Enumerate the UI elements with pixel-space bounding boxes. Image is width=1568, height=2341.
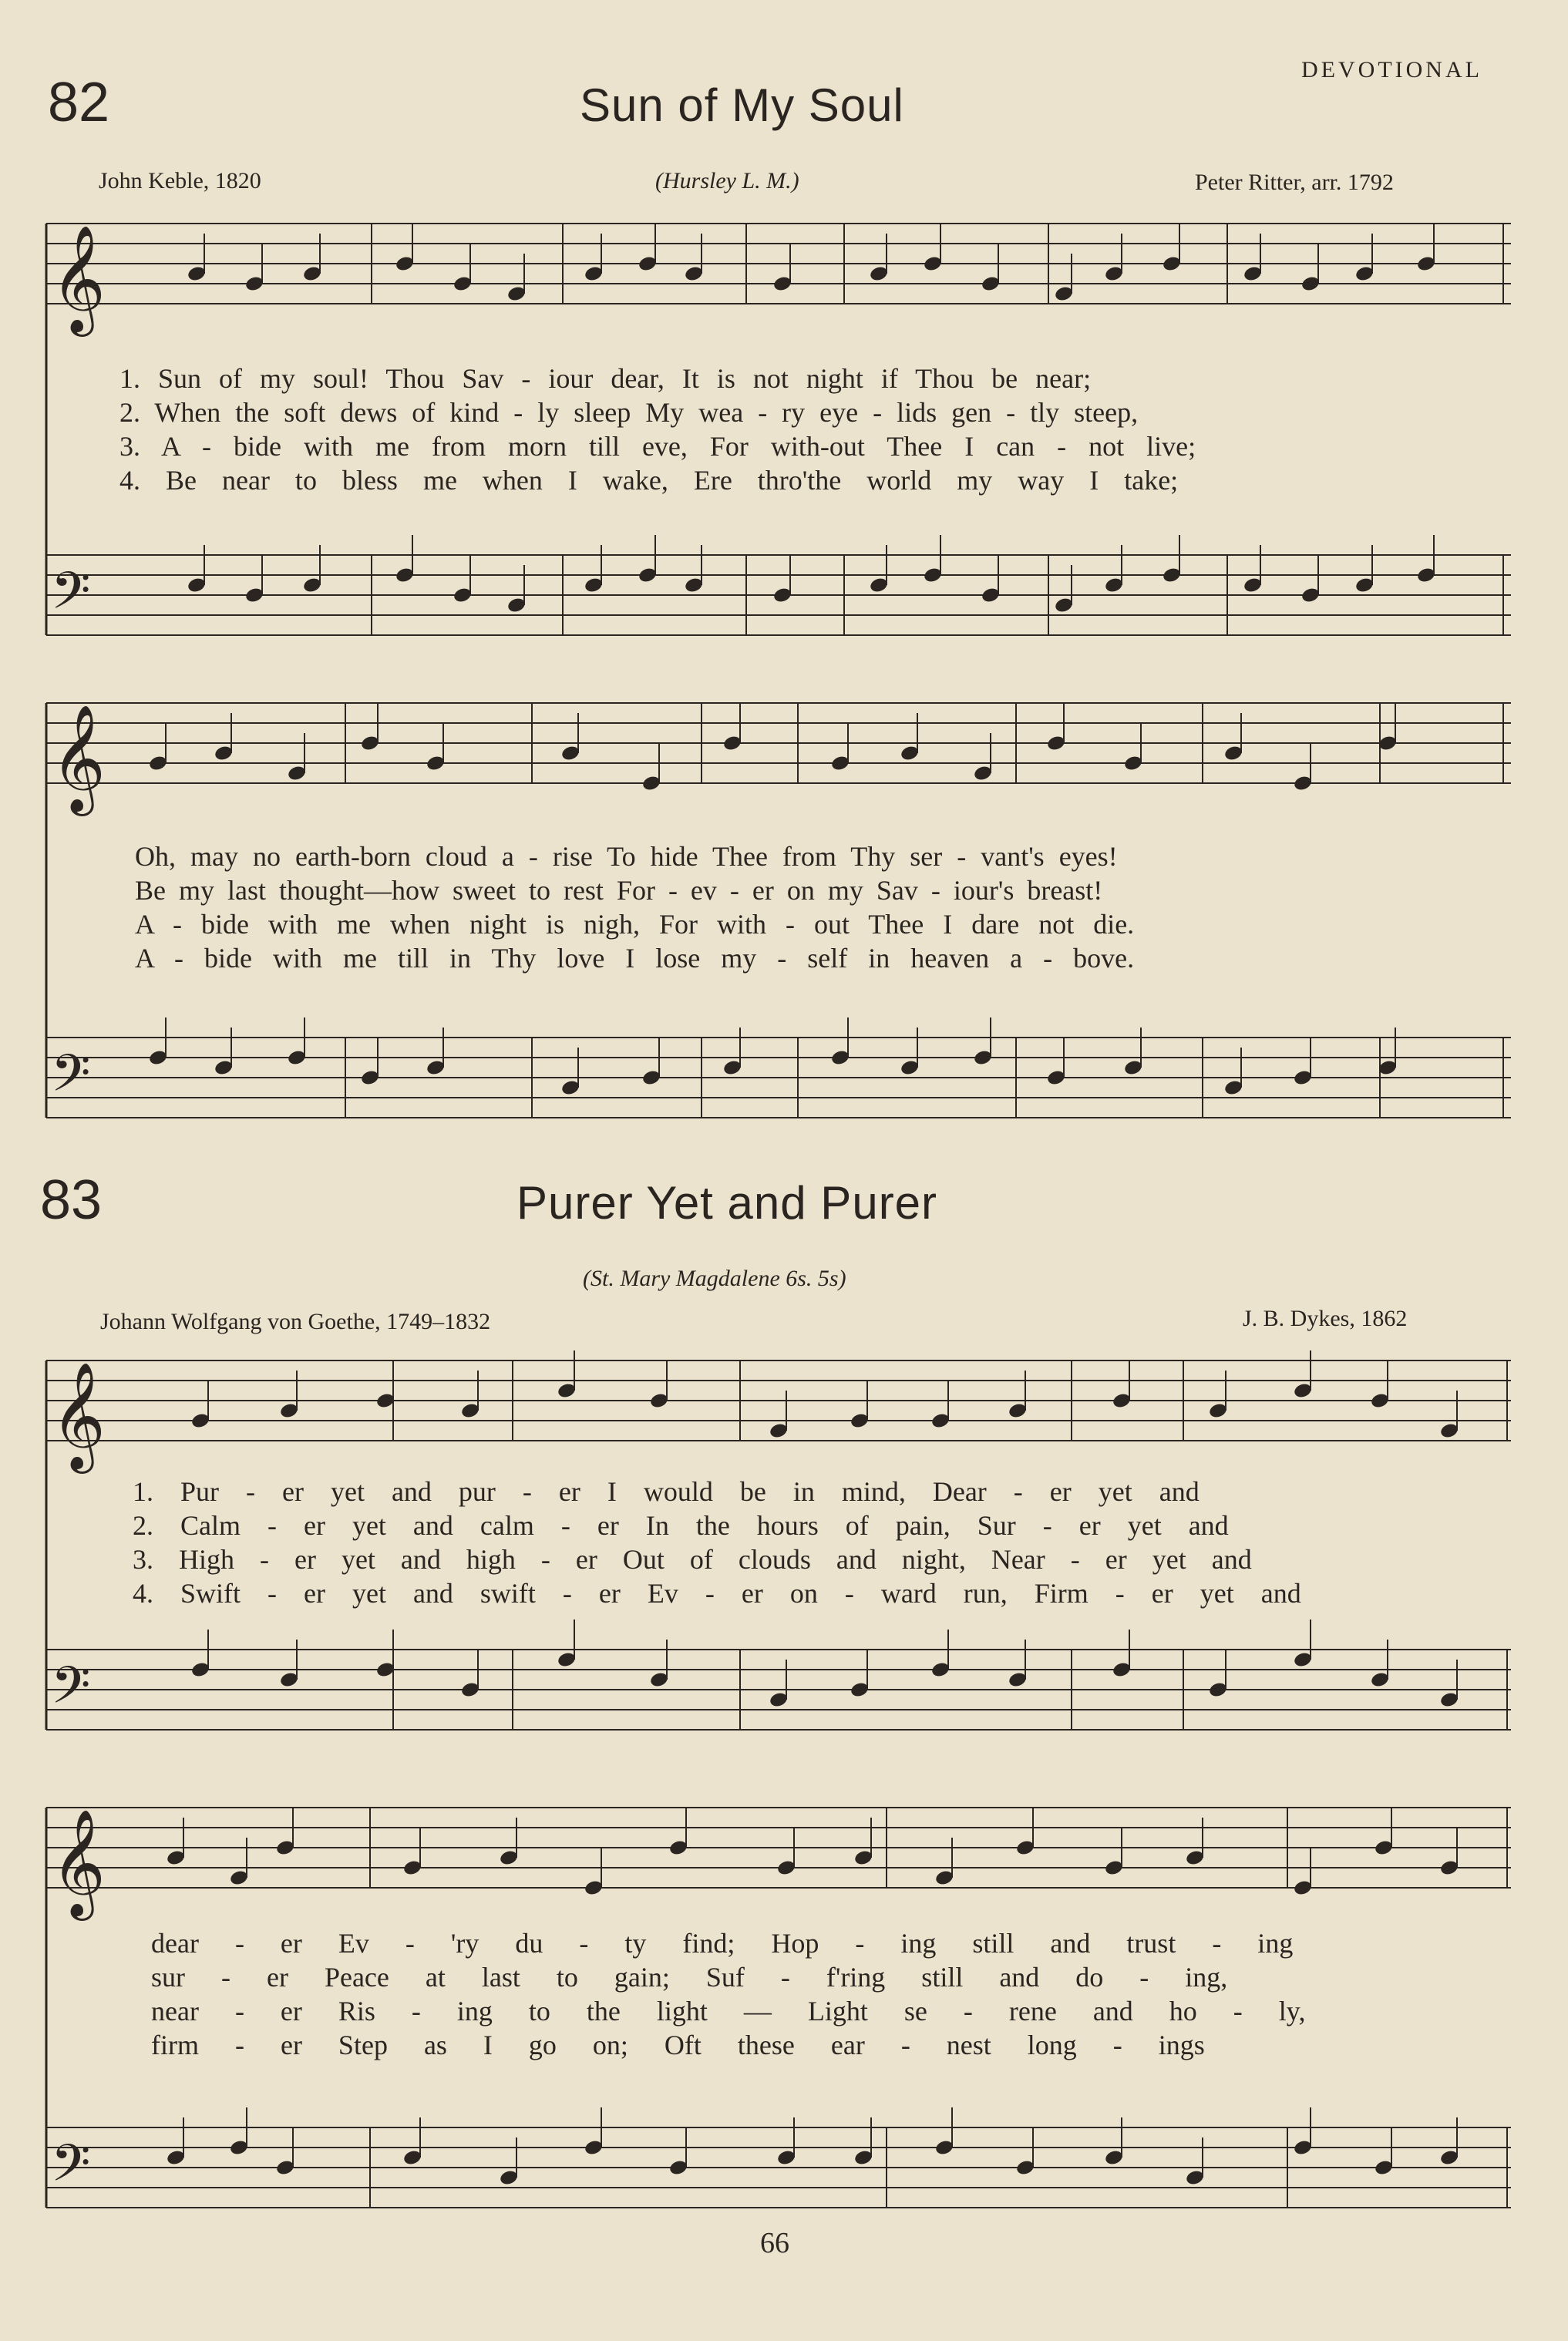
hymn-author: Johann Wolfgang von Goethe, 1749–1832 (100, 1309, 491, 1334)
lyric-line: 2. Calm - er yet and calm - er In the hours of pain, Sur - er yet and (133, 1510, 1229, 1541)
hymn-tune: (Hursley L. M.) (655, 168, 799, 193)
hymn-composer: J. B. Dykes, 1862 (1243, 1306, 1408, 1331)
bass-clef-icon: 𝄢 (51, 1044, 91, 1115)
lyric-line: dear - er Ev - 'ry du - ty find; Hop - ing still and trust - ing (151, 1928, 1294, 1959)
hymn-number: 83 (40, 1169, 103, 1231)
lyric-line: 3. High - er yet and high - er Out of clouds and night, Near - er yet and (133, 1544, 1252, 1575)
lyric-line: firm - er Step as I go on; Oft these ear - nest long - ings (151, 2030, 1205, 2060)
lyric-line: 3. A - bide with me from morn till eve, For with-out Thee I can - not live; (119, 431, 1196, 462)
lyric-line: sur - er Peace at last to gain; Suf - f'ring still and do - ing, (151, 1962, 1228, 1993)
lyric-line: 4. Swift - er yet and swift - er Ev - er on - ward run, Firm - er yet and (133, 1578, 1301, 1609)
page-number: 66 (760, 2227, 789, 2259)
hymn-title: Purer Yet and Purer (516, 1177, 938, 1229)
lyric-line: 1. Sun of my soul! Thou Sav - iour dear, It is not night if Thou be near; (119, 363, 1092, 394)
hymn-number: 82 (48, 72, 110, 133)
hymn-tune: (St. Mary Magdalene 6s. 5s) (583, 1266, 846, 1291)
treble-clef-icon: 𝄞 (51, 1809, 106, 1916)
hymn-title: Sun of My Soul (580, 79, 904, 131)
lyric-line: 4. Be near to bless me when I wake, Ere thro'the world my way I take; (119, 465, 1179, 496)
lyric-line: 2. When the soft dews of kind - ly sleep My wea - ry eye - lids gen - tly steep, (119, 397, 1139, 428)
lyric-line: Be my last thought—how sweet to rest For - ev - er on my Sav - iour's breast! (135, 875, 1103, 906)
treble-clef-icon: 𝄞 (51, 1362, 106, 1469)
hymn-composer: Peter Ritter, arr. 1792 (1195, 170, 1394, 195)
lyric-line: A - bide with me till in Thy love I lose my - self in heaven a - bove. (135, 943, 1135, 974)
hymn-author: John Keble, 1820 (99, 168, 261, 193)
lyric-line: A - bide with me when night is nigh, For with - out Thee I dare not die. (135, 909, 1135, 940)
treble-clef-icon: 𝄞 (51, 225, 106, 332)
lyric-line: near - er Ris - ing to the light — Light se - rene and ho - ly, (151, 1996, 1306, 2027)
treble-clef-icon: 𝄞 (51, 705, 106, 812)
bass-clef-icon: 𝄢 (51, 1656, 91, 1727)
lyric-line: 1. Pur - er yet and pur - er I would be in mind, Dear - er yet and (133, 1476, 1200, 1507)
bass-clef-icon: 𝄢 (51, 561, 91, 633)
page-category: DEVOTIONAL (1301, 57, 1482, 82)
bass-clef-icon: 𝄢 (51, 2134, 91, 2205)
lyric-line: Oh, may no earth-born cloud a - rise To hide Thee from Thy ser - vant's eyes! (135, 841, 1118, 872)
